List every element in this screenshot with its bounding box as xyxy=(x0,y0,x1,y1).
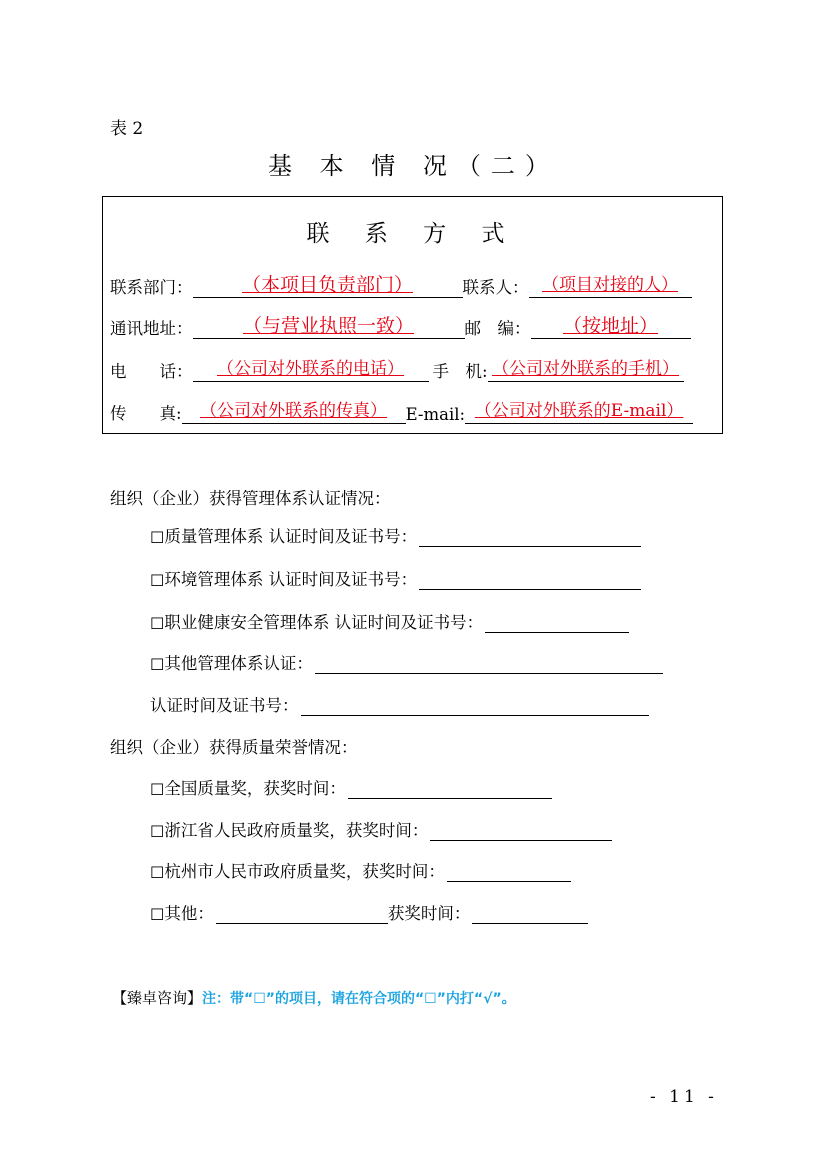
cert-item-other xyxy=(150,650,663,674)
contact-table xyxy=(102,196,723,434)
contact-row-fax xyxy=(110,398,693,424)
page-title: 基 本 情 况（二） xyxy=(268,152,559,180)
cert-quality-blank[interactable] xyxy=(419,528,641,547)
postcode-label: 邮 编： xyxy=(464,319,531,338)
person-field[interactable]: （项目对接的人） xyxy=(529,273,692,298)
fax-field[interactable]: （公司对外联系的传真） xyxy=(182,399,406,424)
honor-item-other xyxy=(150,900,588,924)
table-label: 表 2 xyxy=(110,119,144,139)
cert-other-blank[interactable] xyxy=(315,655,663,674)
email-label: E-mail: xyxy=(405,405,466,424)
cert-item-ohs xyxy=(150,609,629,633)
cert-environment-blank[interactable] xyxy=(419,571,641,590)
cert-item-label: 其他管理体系认证： xyxy=(164,654,313,673)
honor-item-zhejiang xyxy=(150,817,612,841)
cert-ohs-blank[interactable] xyxy=(485,614,629,633)
cert-item-label: 环境管理体系 认证时间及证书号： xyxy=(164,570,418,589)
honor-item-label: 全国质量奖，获奖时间： xyxy=(164,779,346,798)
cert-extra-row xyxy=(150,692,649,716)
phone-field[interactable]: （公司对外联系的电话） xyxy=(193,357,429,382)
checkbox-icon[interactable]: ☐ xyxy=(150,863,165,882)
note-text: 注：带“☐”的项目，请在符合项的“☐”内打“√”。 xyxy=(202,991,516,1007)
cert-item-quality xyxy=(150,523,641,547)
fax-label: 传 真: xyxy=(110,404,182,423)
honor-other-time-blank[interactable] xyxy=(472,905,588,924)
contact-row-dept xyxy=(110,272,692,298)
contact-row-address xyxy=(110,313,691,339)
honor-item-label: 杭州市人民市政府质量奖，获奖时间： xyxy=(164,862,445,881)
contact-table-title: 联 系 方 式 xyxy=(306,221,519,247)
checkbox-icon[interactable]: ☐ xyxy=(150,780,165,799)
cert-extra-blank[interactable] xyxy=(301,697,649,716)
honor-hangzhou-blank[interactable] xyxy=(447,863,571,882)
page-number: - 11 - xyxy=(650,1087,718,1107)
mobile-label: 手 机: xyxy=(432,362,488,381)
checkbox-icon[interactable]: ☐ xyxy=(150,571,165,590)
checkbox-icon[interactable]: ☐ xyxy=(150,655,165,674)
cert-item-label: 质量管理体系 认证时间及证书号： xyxy=(164,527,418,546)
honor-national-blank[interactable] xyxy=(348,780,552,799)
honor-item-label: 浙江省人民政府质量奖，获奖时间： xyxy=(164,821,429,840)
honor-other-time-label: 获奖时间： xyxy=(387,904,471,923)
honor-item-hangzhou xyxy=(150,858,571,882)
honors-title: 组织（企业）获得质量荣誉情况： xyxy=(110,738,358,757)
cert-item-environment xyxy=(150,566,641,590)
honor-zhejiang-blank[interactable] xyxy=(430,822,612,841)
honor-other-blank[interactable] xyxy=(216,905,388,924)
dept-field[interactable]: （本项目负责部门） xyxy=(193,273,463,298)
mobile-field[interactable]: （公司对外联系的手机） xyxy=(488,357,684,382)
cert-item-label: 职业健康安全管理体系 认证时间及证书号： xyxy=(164,613,484,632)
footnote xyxy=(112,987,516,1008)
address-field[interactable]: （与营业执照一致） xyxy=(193,314,465,339)
checkbox-icon[interactable]: ☐ xyxy=(150,905,165,924)
contact-row-phone xyxy=(110,356,684,382)
honor-other-label: 其他： xyxy=(164,904,214,923)
cert-extra-label: 认证时间及证书号： xyxy=(150,696,299,715)
postcode-field[interactable]: （按地址） xyxy=(531,314,691,339)
checkbox-icon[interactable]: ☐ xyxy=(150,822,165,841)
phone-label: 电 话： xyxy=(110,362,193,381)
brand-tag: 【臻卓咨询】 xyxy=(112,989,203,1007)
checkbox-icon[interactable]: ☐ xyxy=(150,528,165,547)
honor-item-national xyxy=(150,775,552,799)
certification-title: 组织（企业）获得管理体系认证情况： xyxy=(110,489,391,508)
person-label: 联系人： xyxy=(462,278,529,297)
checkbox-icon[interactable]: ☐ xyxy=(150,614,165,633)
address-label: 通讯地址： xyxy=(110,319,193,338)
email-field[interactable]: （公司对外联系的E-mail） xyxy=(465,399,693,424)
dept-label: 联系部门： xyxy=(110,278,193,297)
